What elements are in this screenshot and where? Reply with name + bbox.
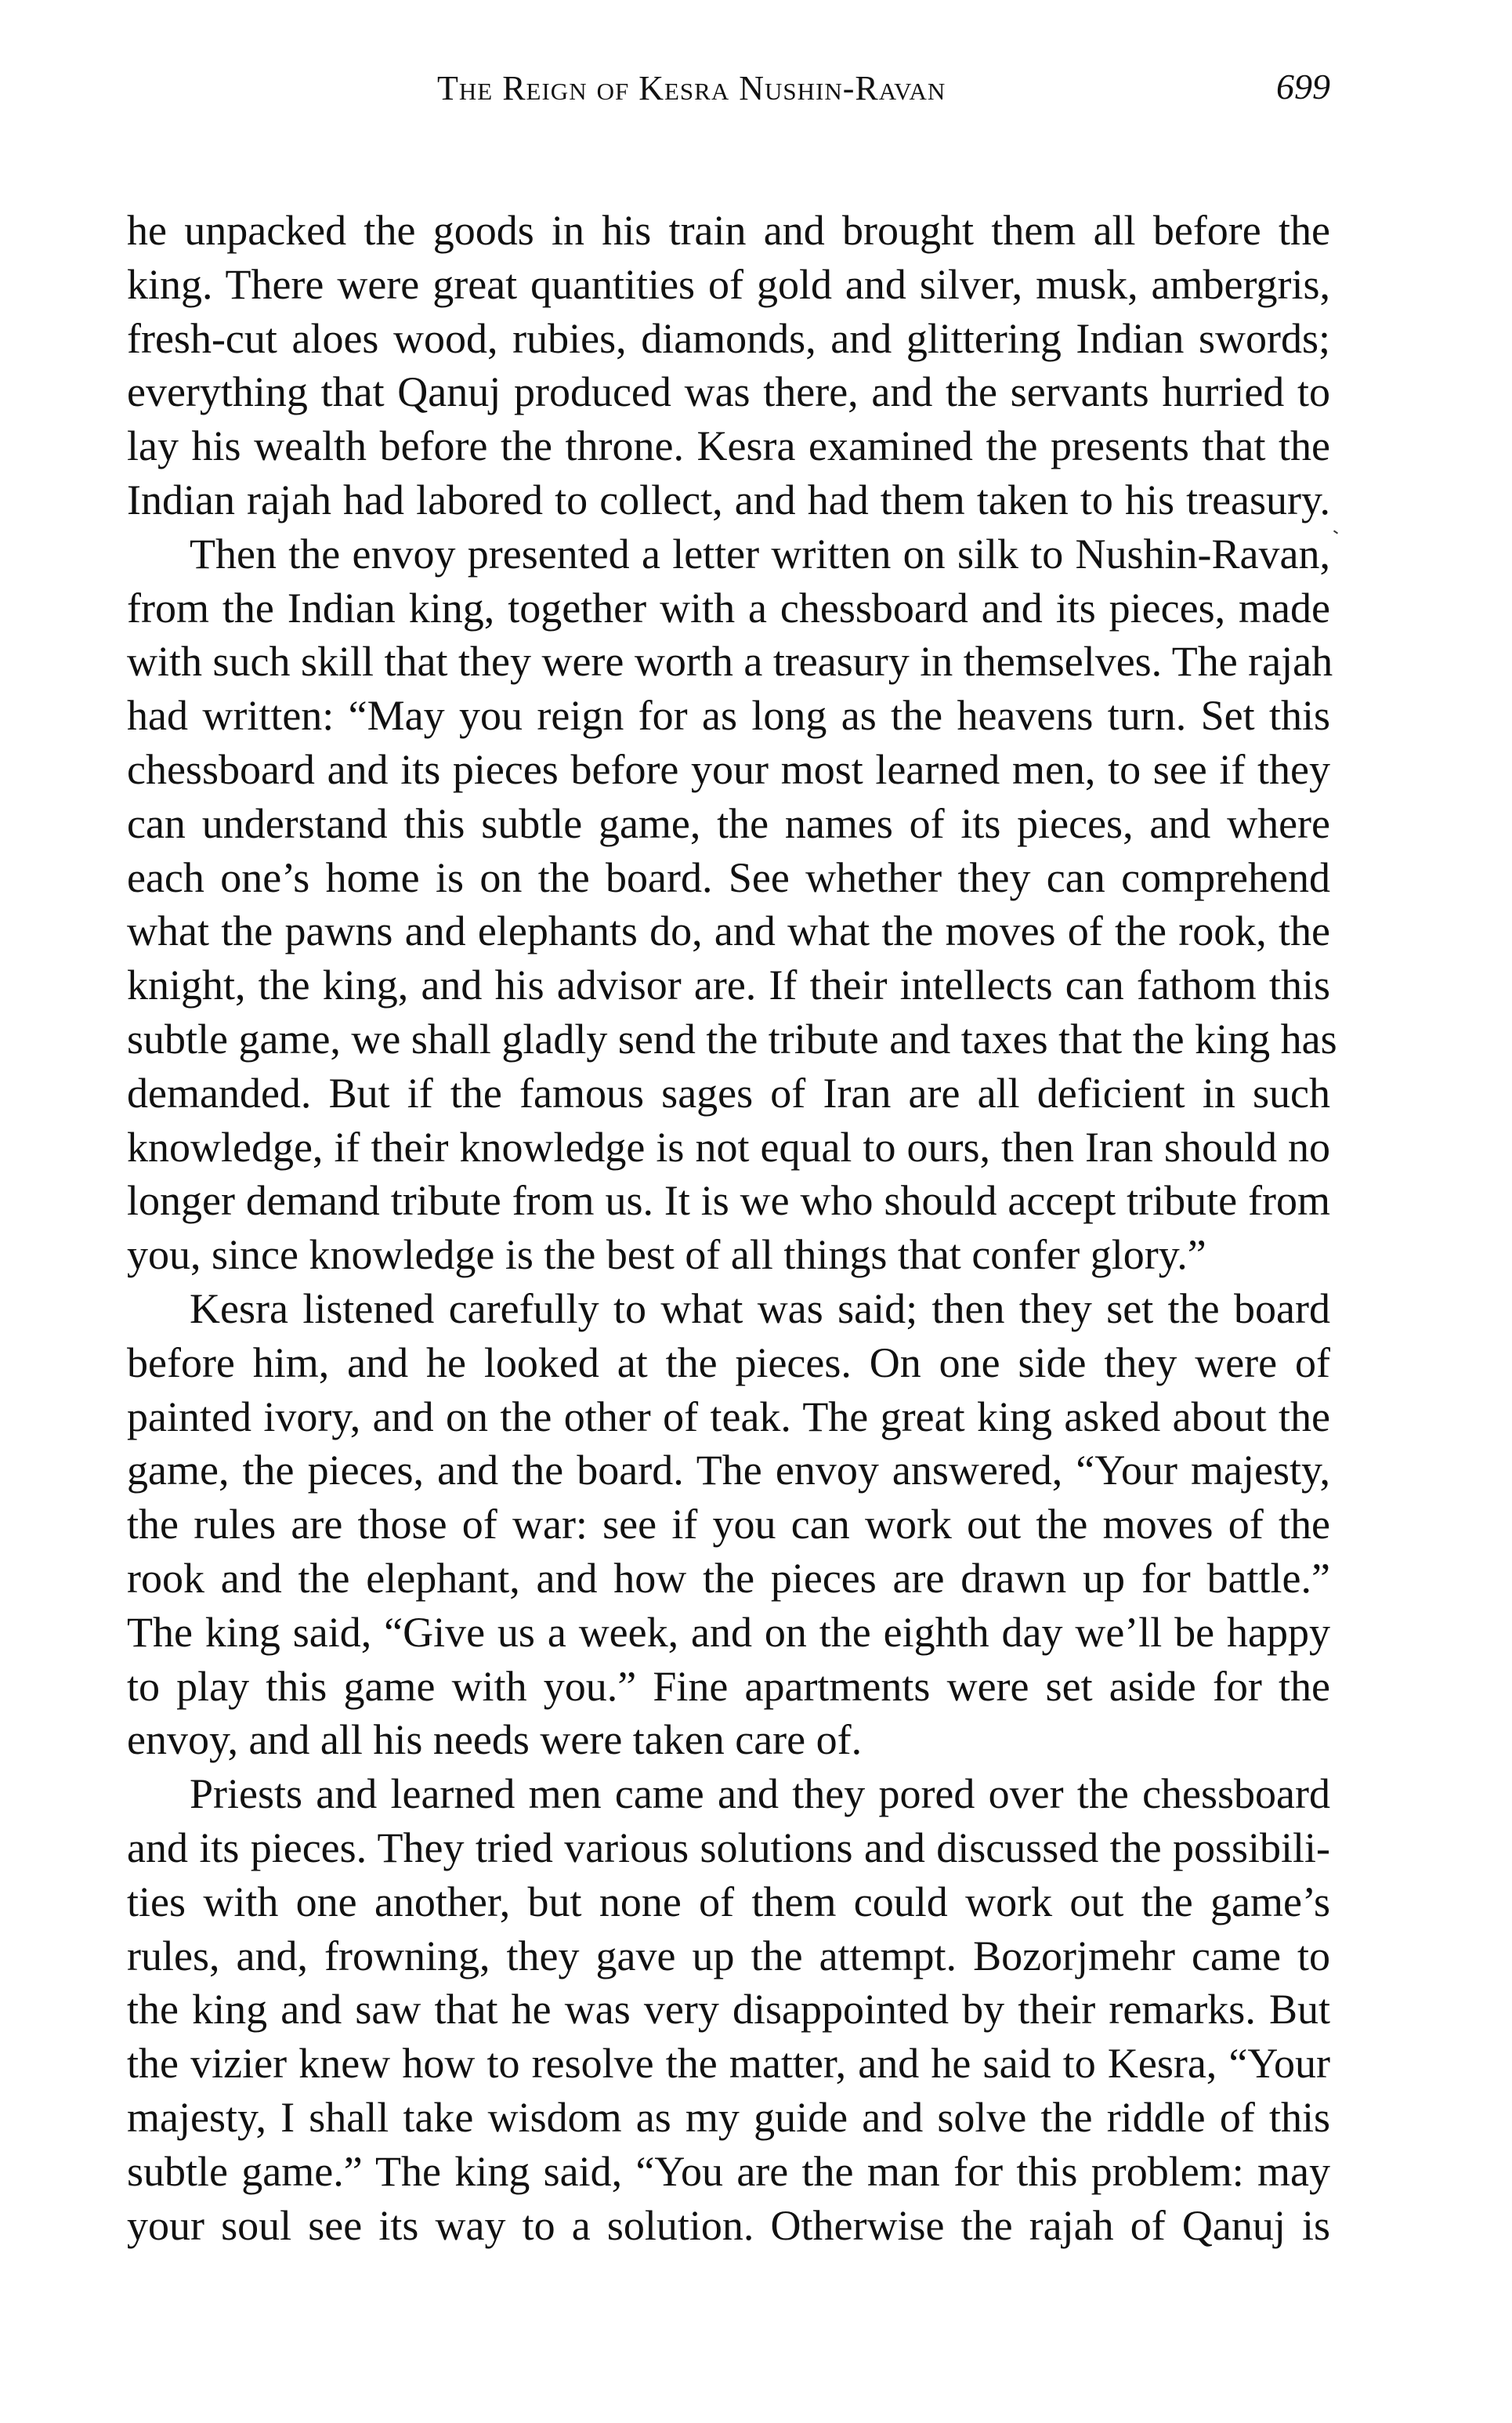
text-line: ties with one another, but none of them could work out the game’s (127, 1878, 1330, 1925)
text-line: to play this game with you.” Fine apartments were set aside for the (127, 1662, 1330, 1710)
text-line: lay his wealth before the throne. Kesra examined the presents that the (127, 422, 1330, 470)
text-line: can understand this subtle game, the names of its pieces, and where (127, 799, 1330, 847)
text-line: before him, and he looked at the pieces. On one side they were of (127, 1338, 1330, 1386)
stray-print-mark (1333, 530, 1338, 534)
text-line: Then the envoy presented a letter written on silk to Nushin-Ravan, (190, 530, 1330, 578)
text-line: had written: “May you reign for as long as the heavens turn. Set this (127, 692, 1330, 740)
text-line: the vizier knew how to resolve the matter, and he said to Kesra, “Your (127, 2040, 1330, 2088)
text-line: game, the pieces, and the board. The envoy answered, “Your majesty, (127, 1447, 1330, 1494)
text-line: envoy, and all his needs were taken care of. (127, 1716, 863, 1764)
text-line: the rules are those of war: see if you can work out the moves of the (127, 1501, 1330, 1548)
text-line: fresh-cut aloes wood, rubies, diamonds, and glittering Indian swords; (127, 314, 1330, 362)
text-line: knowledge, if their knowledge is not equal to ours, then Iran should no (127, 1123, 1330, 1171)
text-line: each one’s home is on the board. See whether they can comprehend (127, 853, 1330, 901)
text-line: from the Indian king, together with a chessboard and its pieces, made (127, 584, 1330, 632)
text-line: Indian rajah had labored to collect, and had them taken to his treasury. (127, 476, 1330, 523)
text-line: demanded. But if the famous sages of Iran are all deficient in such (127, 1069, 1330, 1117)
text-line: knight, the king, and his advisor are. If their intellects can fathom this (127, 962, 1330, 1009)
text-line: and its pieces. They tried various solutions and discussed the possibili- (127, 1824, 1330, 1871)
text-line: you, since knowledge is the best of all things that confer glory.” (127, 1231, 1206, 1279)
text-line: subtle game, we shall gladly send the tribute and taxes that the king has (127, 1016, 1337, 1063)
text-line: rook and the elephant, and how the pieces are drawn up for battle.” (127, 1555, 1330, 1602)
running-title: The Reign of Kesra Nushin-Ravan (437, 69, 946, 107)
text-line: longer demand tribute from us. It is we who should accept tribute from (127, 1177, 1330, 1225)
text-line: the king and saw that he was very disappointed by their remarks. But (127, 1986, 1330, 2034)
text-line: The king said, “Give us a week, and on the eighth day we’ll be happy (127, 1608, 1330, 1656)
text-line: everything that Qanuj produced was there, and the servants hurried to (127, 368, 1330, 416)
text-line: king. There were great quantities of gold and silver, musk, ambergris, (127, 260, 1330, 308)
text-line: subtle game.” The king said, “You are the man for this problem: may (127, 2147, 1330, 2195)
text-line: what the pawns and elephants do, and what the moves of the rook, the (127, 907, 1330, 955)
text-line: chessboard and its pieces before your most learned men, to see if they (127, 746, 1330, 793)
text-line: painted ivory, and on the other of teak. The great king asked about the (127, 1393, 1330, 1440)
text-line: with such skill that they were worth a treasury in themselves. The rajah (127, 638, 1333, 686)
text-line: Kesra listened carefully to what was said; then they set the board (190, 1285, 1330, 1332)
text-line: majesty, I shall take wisdom as my guide and solve the riddle of this (127, 2094, 1330, 2141)
text-line: your soul see its way to a solution. Otherwise the rajah of Qanuj is (127, 2201, 1330, 2249)
text-line: Priests and learned men came and they pored over the chessboard (190, 1770, 1330, 1818)
page-number: 699 (1276, 67, 1330, 107)
text-line: he unpacked the goods in his train and brought them all before the (127, 207, 1330, 254)
text-line: rules, and, frowning, they gave up the attempt. Bozorjmehr came to (127, 1932, 1330, 1979)
